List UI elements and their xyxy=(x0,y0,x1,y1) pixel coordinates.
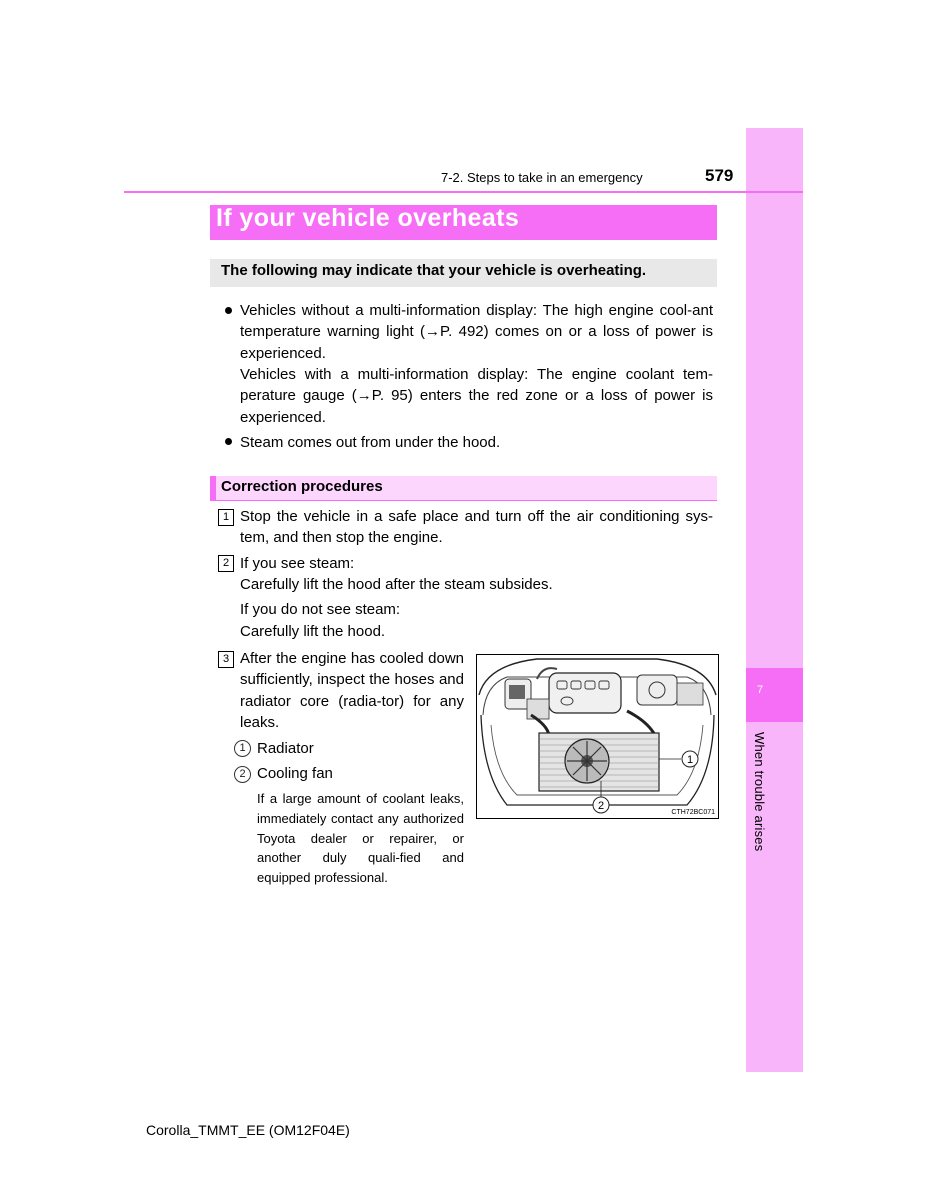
step-2-line-2: Carefully lift the hood after the steam subsides. xyxy=(240,576,553,593)
callout-2-marker: 2 xyxy=(234,766,251,783)
step-1-text: Stop the vehicle in a safe place and turn off the air conditioning sys-tem, and then stop the engine. xyxy=(240,508,713,547)
step-1-number: 1 xyxy=(218,509,234,526)
side-chapter-tab xyxy=(746,128,803,1072)
callout-1-marker: 1 xyxy=(234,740,251,757)
engine-bay-drawing xyxy=(477,655,718,818)
step-2-line-3: If you do not see steam: xyxy=(240,601,401,618)
step-2-line-1: If you see steam: xyxy=(240,555,355,572)
figure-code: CTH72BC071 xyxy=(671,809,715,816)
figure-callout-2: 2 xyxy=(597,800,605,812)
symptoms-heading: The following may indicate that your vehicle is overheating. xyxy=(221,262,647,279)
step-3-number: 3 xyxy=(218,651,234,668)
header-rule xyxy=(124,191,803,193)
correction-heading-marker xyxy=(210,476,216,501)
bullet-dot xyxy=(225,307,232,314)
coolant-leak-note: If a large amount of coolant leaks, immediately contact any authorized Toyota dealer or repairer, or another duly quali-fied and equipped professional. xyxy=(257,791,464,886)
chapter-number: 7 xyxy=(756,684,764,696)
cooling-fan-label: Cooling fan xyxy=(257,765,333,782)
footer-document-id: Corolla_TMMT_EE (OM12F04E) xyxy=(146,1122,350,1138)
step-2-number: 2 xyxy=(218,555,234,572)
engine-bay-illustration xyxy=(476,654,719,819)
step-2-line-4: Carefully lift the hood. xyxy=(240,623,386,640)
section-heading: 7-2. Steps to take in an emergency xyxy=(441,170,643,185)
symptom-1-no-mid: Vehicles without a multi-information display: The high engine cool-ant temperature warning light (→P. 492) comes on or a loss of power is experienced. xyxy=(240,302,713,362)
symptom-1-with-mid: Vehicles with a multi-information display: The engine coolant tem-perature gauge (→P. 95) enters the red zone or a loss of power is experienced. xyxy=(240,366,713,426)
page-number: 579 xyxy=(705,166,734,185)
chapter-label: When trouble arises xyxy=(752,732,767,852)
symptom-2: Steam comes out from under the hood. xyxy=(240,434,501,451)
figure-callout-1: 1 xyxy=(686,754,694,766)
page-title: If your vehicle overheats xyxy=(216,204,520,232)
radiator-label: Radiator xyxy=(257,740,314,757)
bullet-dot xyxy=(225,438,232,445)
step-3-text: After the engine has cooled down sufficiently, inspect the hoses and radiator core (radia-tor) for any leaks. xyxy=(240,650,464,732)
correction-heading: Correction procedures xyxy=(221,478,383,495)
